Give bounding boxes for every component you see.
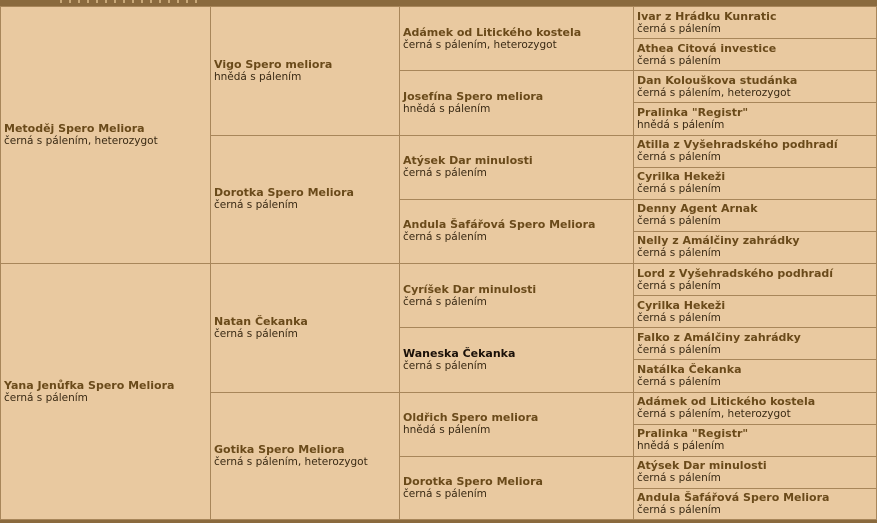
top-bar-decoration xyxy=(60,0,200,3)
ancestor-color: hnědá s pálením xyxy=(403,102,491,115)
ancestor-color: černá s pálením, heterozygot xyxy=(637,408,791,421)
ancestor-name-link[interactable]: Atilla z Vyšehradského podhradí xyxy=(637,138,838,152)
ancestor-name-link[interactable]: Atýsek Dar minulosti xyxy=(403,154,533,168)
ancestor-color: hnědá s pálením xyxy=(403,424,491,437)
ancestor-name-link[interactable]: Adámek od Litického kostela xyxy=(637,395,816,409)
ancestor-name-link[interactable]: Adámek od Litického kostela xyxy=(403,25,582,39)
ancestor-color: černá s pálením, heterozygot xyxy=(214,455,368,468)
ancestor-name-link[interactable]: Yana Jenůfka Spero Meliora xyxy=(4,378,175,392)
ancestor-cell-gen1 xyxy=(0,6,210,263)
ancestor-color: černá s pálením xyxy=(4,391,88,404)
pedigree-table xyxy=(0,6,877,520)
ancestor-name-link[interactable]: Lord z Vyšehradského podhradí xyxy=(637,266,834,280)
ancestor-cell-gen3 xyxy=(399,199,633,263)
ancestor-cell-gen4 xyxy=(633,456,877,488)
ancestor-color: černá s pálením xyxy=(214,199,298,212)
ancestor-cell-gen4 xyxy=(633,263,877,295)
ancestor-cell-gen3 xyxy=(399,392,633,456)
ancestor-name-link[interactable]: Denny Agent Arnak xyxy=(637,202,758,216)
ancestor-color: černá s pálením xyxy=(637,472,721,485)
ancestor-name-link[interactable]: Josefína Spero meliora xyxy=(403,89,544,103)
ancestor-cell-gen2 xyxy=(210,135,399,264)
ancestor-cell-gen3 xyxy=(399,70,633,134)
ancestor-name-link[interactable]: Dorotka Spero Meliora xyxy=(403,474,543,488)
ancestor-cell-gen3 xyxy=(399,263,633,327)
ancestor-cell-gen4 xyxy=(633,359,877,391)
ancestor-name-link[interactable]: Gotika Spero Meliora xyxy=(214,442,345,456)
ancestor-cell-gen4 xyxy=(633,392,877,424)
ancestor-color: černá s pálením xyxy=(403,359,487,372)
ancestor-name-link[interactable]: Cyrilka Hekeži xyxy=(637,298,726,312)
ancestor-name-link[interactable]: Metoděj Spero Meliora xyxy=(4,122,145,135)
ancestor-color: černá s pálením xyxy=(403,167,487,180)
ancestor-cell-gen4 xyxy=(633,70,877,102)
ancestor-name-link[interactable]: Waneska Čekanka xyxy=(403,346,516,360)
ancestor-color: černá s pálením, heterozygot xyxy=(4,135,158,147)
ancestor-name-link[interactable]: Natálka Čekanka xyxy=(637,362,742,376)
ancestor-name-link[interactable]: Vigo Spero meliora xyxy=(214,57,333,71)
ancestor-cell-gen4 xyxy=(633,327,877,359)
ancestor-cell-gen2 xyxy=(210,263,399,392)
ancestor-cell-gen4 xyxy=(633,295,877,327)
ancestor-color: černá s pálením xyxy=(637,279,721,292)
ancestor-color: hnědá s pálením xyxy=(637,440,725,453)
ancestor-color: hnědá s pálením xyxy=(637,118,725,131)
ancestor-color: černá s pálením xyxy=(403,231,487,244)
ancestor-name-link[interactable]: Ivar z Hrádku Kunratic xyxy=(637,9,777,23)
ancestor-color: černá s pálením xyxy=(637,22,721,35)
ancestor-color: hnědá s pálením xyxy=(214,70,302,83)
ancestor-cell-gen2 xyxy=(210,6,399,135)
ancestor-name-link[interactable]: Andula Šafářová Spero Meliora xyxy=(403,218,596,232)
ancestor-cell-gen1 xyxy=(0,263,210,520)
ancestor-name-link[interactable]: Dorotka Spero Meliora xyxy=(214,186,354,200)
ancestor-color: černá s pálením xyxy=(637,247,721,260)
ancestor-cell-gen4 xyxy=(633,38,877,70)
ancestor-cell-gen3 xyxy=(399,135,633,199)
ancestor-color: černá s pálením xyxy=(637,375,721,388)
ancestor-name-link[interactable]: Andula Šafářová Spero Meliora xyxy=(637,490,830,504)
ancestor-cell-gen4 xyxy=(633,231,877,263)
ancestor-name-link[interactable]: Pralinka "Registr" xyxy=(637,105,749,119)
ancestor-name-link[interactable]: Pralinka "Registr" xyxy=(637,427,749,441)
ancestor-color: černá s pálením xyxy=(637,183,721,196)
ancestor-name-link[interactable]: Falko z Amálčiny zahrádky xyxy=(637,330,801,344)
ancestor-name-link[interactable]: Athea Citová investice xyxy=(637,41,777,55)
ancestor-color: černá s pálením xyxy=(214,327,298,340)
ancestor-cell-gen4 xyxy=(633,424,877,456)
ancestor-cell-gen3 xyxy=(399,456,633,520)
ancestor-name-link[interactable]: Cyrilka Hekeži xyxy=(637,170,726,184)
ancestor-cell-gen4 xyxy=(633,167,877,199)
ancestor-cell-gen3 xyxy=(399,6,633,70)
ancestor-cell-gen4 xyxy=(633,488,877,520)
ancestor-name-link[interactable]: Nelly z Amálčiny zahrádky xyxy=(637,234,800,248)
ancestor-cell-gen4 xyxy=(633,199,877,231)
ancestor-color: černá s pálením xyxy=(637,503,721,516)
ancestor-color: černá s pálením xyxy=(403,295,487,308)
ancestor-cell-gen4 xyxy=(633,135,877,167)
ancestor-color: černá s pálením, heterozygot xyxy=(637,86,791,99)
ancestor-cell-gen3 xyxy=(399,327,633,391)
ancestor-name-link[interactable]: Cyríšek Dar minulosti xyxy=(403,282,537,296)
ancestor-cell-gen4 xyxy=(633,102,877,134)
ancestor-color: černá s pálením xyxy=(403,487,487,500)
ancestor-color: černá s pálením xyxy=(637,343,721,356)
ancestor-name-link[interactable]: Oldřich Spero meliora xyxy=(403,411,539,425)
ancestor-color: černá s pálením, heterozygot xyxy=(403,38,557,51)
ancestor-color: černá s pálením xyxy=(637,311,721,324)
ancestor-name-link[interactable]: Natan Čekanka xyxy=(214,314,308,328)
ancestor-color: černá s pálením xyxy=(637,54,721,67)
ancestor-cell-gen2 xyxy=(210,392,399,521)
ancestor-name-link[interactable]: Atýsek Dar minulosti xyxy=(637,459,767,473)
ancestor-cell-gen4 xyxy=(633,6,877,38)
ancestor-color: černá s pálením xyxy=(637,215,721,228)
ancestor-color: černá s pálením xyxy=(637,151,721,164)
ancestor-name-link[interactable]: Dan Kolouškova studánka xyxy=(637,73,798,87)
